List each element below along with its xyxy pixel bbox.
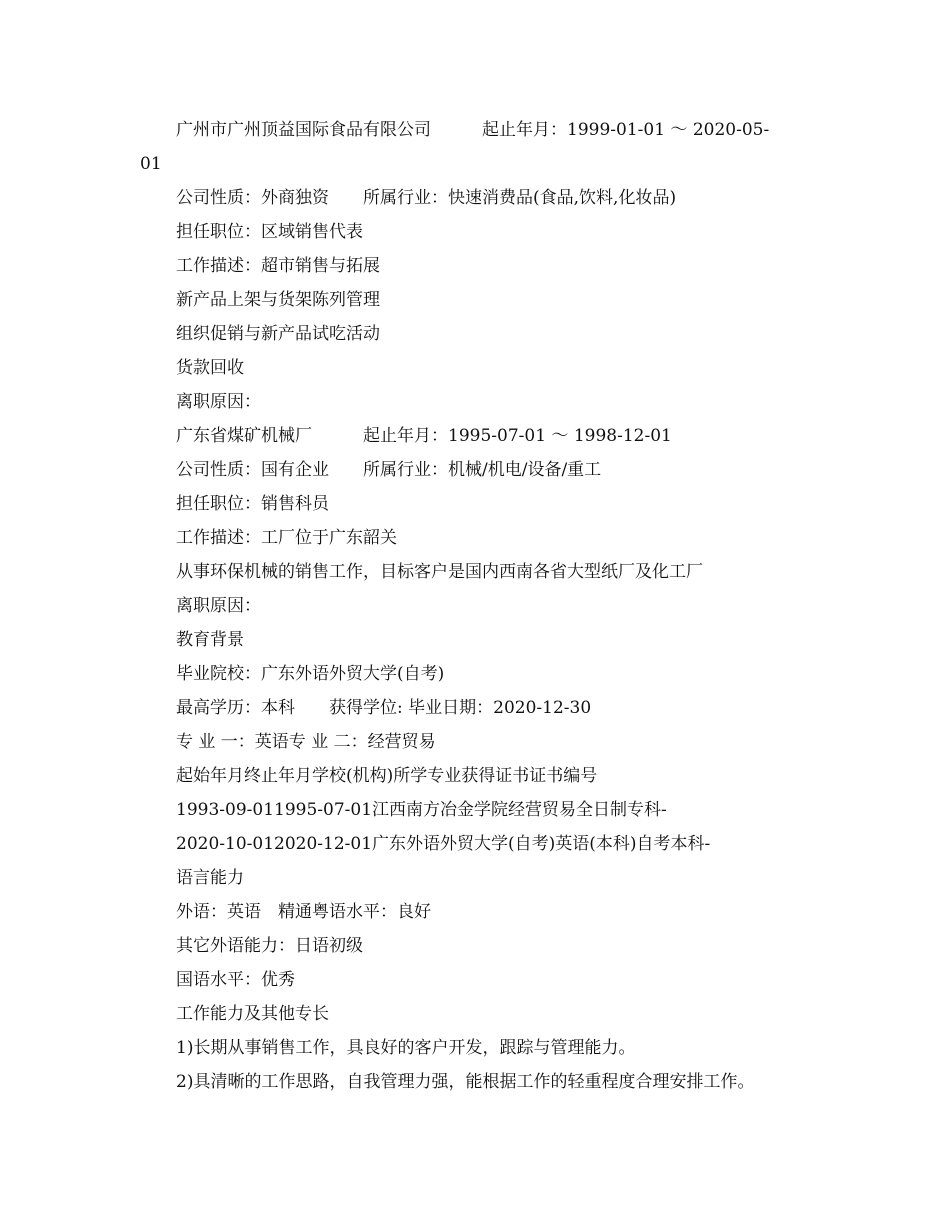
work-entry-2-description: 工作描述：工厂位于广东韶关 <box>176 528 397 548</box>
work-entry-1-period-continued: 01 <box>140 154 162 174</box>
work-entry-1-duty: 货款回收 <box>176 358 244 378</box>
work-entry-1-position: 担任职位：区域销售代表 <box>176 222 363 242</box>
skills-item: 1)长期从事销售工作，具良好的客户开发，跟踪与管理能力。 <box>176 1038 636 1058</box>
education-table-header: 起始年月终止年月学校(机构)所学专业获得证书证书编号 <box>176 766 598 786</box>
education-majors: 专 业 一：英语专 业 二：经营贸易 <box>176 732 436 752</box>
work-entry-2-company-period: 广东省煤矿机械厂 起止年月：1995-07-01 ～ 1998-12-01 <box>176 426 672 446</box>
education-heading: 教育背景 <box>176 630 244 650</box>
education-school: 毕业院校：广东外语外贸大学(自考) <box>176 664 445 684</box>
language-mandarin: 国语水平：优秀 <box>176 970 295 990</box>
language-other: 其它外语能力：日语初级 <box>176 936 363 956</box>
work-entry-1-company-period: 广州市广州顶益国际食品有限公司 起止年月：1999-01-01 ～ 2020-05- <box>176 120 770 140</box>
education-table-row: 2020-10-012020-12-01广东外语外贸大学(自考)英语(本科)自考本科- <box>176 834 711 854</box>
skills-item: 2)具清晰的工作思路，自我管理力强，能根据工作的轻重程度合理安排工作。 <box>176 1072 755 1092</box>
language-foreign: 外语：英语 精通粤语水平：良好 <box>176 902 431 922</box>
language-heading: 语言能力 <box>176 868 244 888</box>
work-entry-1-duty: 新产品上架与货架陈列管理 <box>176 290 380 310</box>
work-entry-2-position: 担任职位：销售科员 <box>176 494 329 514</box>
skills-heading: 工作能力及其他专长 <box>176 1004 329 1024</box>
work-entry-1-nature-industry: 公司性质：外商独资 所属行业：快速消费品(食品,饮料,化妆品) <box>176 188 677 208</box>
work-entry-2-duty: 从事环保机械的销售工作，目标客户是国内西南各省大型纸厂及化工厂 <box>176 562 703 582</box>
education-table-row: 1993-09-011995-07-01江西南方冶金学院经营贸易全日制专科- <box>176 800 667 820</box>
work-entry-2-nature-industry: 公司性质：国有企业 所属行业：机械/机电/设备/重工 <box>176 460 602 480</box>
work-entry-1-description: 工作描述：超市销售与拓展 <box>176 256 380 276</box>
work-entry-2-leave-reason: 离职原因： <box>176 596 261 616</box>
education-degree: 最高学历：本科 获得学位: 毕业日期：2020-12-30 <box>176 698 592 718</box>
work-entry-1-leave-reason: 离职原因： <box>176 392 261 412</box>
work-entry-1-duty: 组织促销与新产品试吃活动 <box>176 324 380 344</box>
